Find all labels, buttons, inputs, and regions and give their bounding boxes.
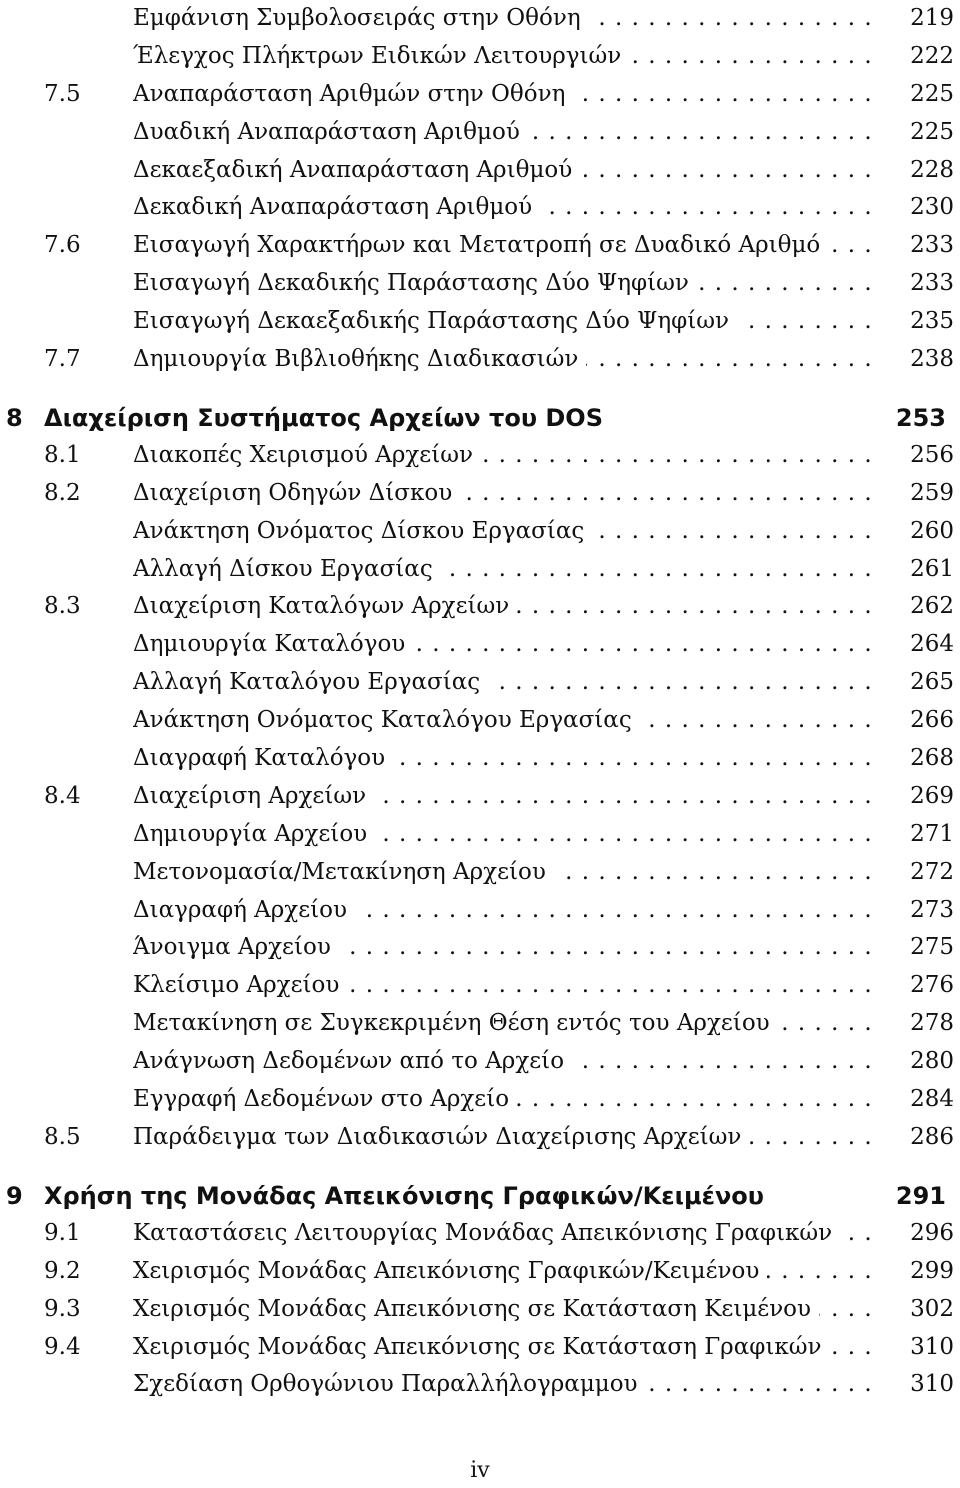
toc-entry	[0, 152, 960, 190]
toc-entry-title	[133, 702, 874, 740]
toc-entry-page: 238	[910, 346, 954, 373]
toc-entry-page: 302	[910, 1295, 954, 1322]
toc-entry-title-text: Αναπαράσταση Αριθμών στην Οθόνη	[133, 81, 573, 107]
toc-entry-title	[133, 341, 874, 379]
toc-entry-page: 266	[910, 707, 954, 734]
toc-entry	[0, 892, 960, 930]
toc-entry-number: 7.7	[44, 346, 81, 373]
toc-entry-title-text: Χειρισμός Μονάδας Απεικόνισης σε Κατάσταση Γραφικών	[133, 1334, 829, 1360]
toc-entry-title-text: Παράδειγμα των Διαδικασιών Διαχείρισης Αρχείων	[133, 1124, 749, 1150]
toc-entry	[0, 967, 960, 1005]
toc-entry-title	[133, 1043, 874, 1081]
page-number-footer: iv	[470, 1458, 490, 1483]
toc-entry-title	[133, 1253, 874, 1291]
toc-entry-page: 225	[910, 118, 954, 145]
toc-entry-title-text: Ανάγνωση Δεδομένων από το Αρχείο	[133, 1048, 572, 1074]
toc-entry-page: 261	[910, 555, 954, 582]
toc-entry-page: 233	[910, 232, 954, 259]
toc-entry-title-text: Διακοπές Χειρισμού Αρχείων	[133, 442, 481, 468]
toc-entry-title	[133, 437, 874, 475]
toc-entry-page: 310	[910, 1371, 954, 1398]
toc-entry-title-text: Εισαγωγή Δεκαεξαδικής Παράστασης Δύο Ψηφίων	[133, 308, 737, 334]
toc-entry-title-text: Δυαδική Αναπαράσταση Αριθμού	[133, 119, 528, 145]
toc-entry-title	[133, 551, 874, 589]
toc-entry-title	[133, 1005, 874, 1043]
toc-entry-page: 222	[910, 42, 954, 69]
toc-entry	[0, 227, 960, 265]
toc-entry-number: 9.3	[44, 1295, 81, 1322]
toc-entry-title-text: Κλείσιμο Αρχείου	[133, 972, 347, 998]
toc-entry-title-text: Δημιουργία Βιβλιοθήκης Διαδικασιών	[133, 346, 586, 372]
toc-entry-page: 272	[910, 858, 954, 885]
toc-entry	[0, 0, 960, 38]
toc-entry-page: 219	[910, 5, 954, 31]
toc-entry	[0, 1329, 960, 1367]
toc-chapter-heading	[0, 399, 960, 437]
toc-entry	[0, 38, 960, 76]
toc-entry-page: 296	[910, 1219, 954, 1246]
toc-entry	[0, 341, 960, 379]
chapter-number: 9	[6, 1181, 23, 1210]
toc-entry-title-text: Καταστάσεις Λειτουργίας Μονάδας Απεικόνισης Γραφικών	[133, 1220, 840, 1246]
toc-entry-title-text: Δημιουργία Καταλόγου	[133, 631, 413, 657]
toc-entry	[0, 740, 960, 778]
toc-entry-number: 8.5	[44, 1123, 81, 1150]
toc-entry	[0, 816, 960, 854]
toc-entry-page: 275	[910, 934, 954, 961]
toc-entry-page: 233	[910, 270, 954, 297]
toc-entry-title	[133, 778, 874, 816]
toc-entry-title	[133, 303, 874, 341]
toc-entry-title	[133, 1366, 874, 1404]
toc-entry-page: 264	[910, 631, 954, 658]
toc-entry-page: 310	[910, 1333, 954, 1360]
toc-entry-title-text: Διαχείριση Καταλόγων Αρχείων	[133, 593, 517, 619]
toc-entry-title	[133, 892, 874, 930]
toc-entry-title-text: Διαχείριση Οδηγών Δίσκου	[133, 480, 460, 506]
toc-entry-number: 8.1	[44, 441, 81, 468]
toc-entry-title-text: Εγγραφή Δεδομένων στο Αρχείο	[133, 1086, 517, 1112]
toc-entry-title-text: Μετακίνηση σε Συγκεκριμένη Θέση εντός του Αρχείου	[133, 1010, 778, 1036]
toc-entry-page: 256	[910, 441, 954, 468]
toc-entry-title	[133, 114, 874, 152]
toc-entry-title-text: Χειρισμός Μονάδας Απεικόνισης Γραφικών/Κειμένου	[133, 1258, 767, 1284]
toc-entry-number: 7.5	[44, 80, 81, 107]
toc-entry-title-text: Άνοιγμα Αρχείου	[133, 934, 339, 960]
toc-entry-page: 299	[910, 1257, 954, 1284]
toc-entry-number: 9.4	[44, 1333, 81, 1360]
toc-entry	[0, 1253, 960, 1291]
toc-entry-title	[133, 38, 874, 76]
toc-entry-title	[133, 967, 874, 1005]
chapter-page: 253	[895, 403, 946, 432]
toc-entry-title-text: Διαχείριση Αρχείων	[133, 783, 374, 809]
toc-entry	[0, 929, 960, 967]
toc-entry-page: 262	[910, 593, 954, 620]
toc-entry	[0, 1366, 960, 1404]
toc-entry	[0, 1043, 960, 1081]
toc-entry-page: 276	[910, 972, 954, 999]
toc-entry-title-text: Δεκαδική Αναπαράσταση Αριθμού	[133, 194, 540, 220]
toc-entry-page: 228	[910, 156, 954, 183]
toc-block-chapter8	[0, 437, 960, 1157]
toc-entry-title	[133, 1291, 874, 1329]
toc-entry	[0, 76, 960, 114]
toc-entry	[0, 664, 960, 702]
toc-entry	[0, 588, 960, 626]
chapter-number: 8	[6, 403, 23, 432]
toc-entry-title	[133, 626, 874, 664]
toc-entry-title	[133, 854, 874, 892]
toc-entry-title-text: Εμφάνιση Συμβολοσειράς στην Οθόνη	[133, 5, 589, 31]
toc-entry	[0, 626, 960, 664]
toc-entry-number: 8.3	[44, 593, 81, 620]
toc-entry-title	[133, 0, 874, 38]
toc-entry-title-text: Μετονομασία/Μετακίνηση Αρχείου	[133, 859, 554, 885]
toc-entry-title-text: Ανάκτηση Ονόματος Καταλόγου Εργασίας	[133, 707, 640, 733]
toc-entry	[0, 1291, 960, 1329]
toc-entry-title	[133, 76, 874, 114]
toc-entry-page: 259	[910, 479, 954, 506]
toc-block-chapter7	[0, 0, 960, 379]
toc-entry-number: 9.2	[44, 1257, 81, 1284]
toc-entry-title-text: Δημιουργία Αρχείου	[133, 821, 375, 847]
toc-entry-page: 260	[910, 517, 954, 544]
toc-entry-page: 286	[910, 1123, 954, 1150]
chapter-title: Διαχείριση Συστήματος Αρχείων του DOS	[44, 403, 603, 432]
toc-entry-title	[133, 588, 874, 626]
toc-entry-number: 8.4	[44, 782, 81, 809]
chapter-page: 291	[895, 1181, 946, 1210]
toc-entry-page: 269	[910, 782, 954, 809]
toc-entry	[0, 189, 960, 227]
toc-entry	[0, 551, 960, 589]
toc-entry-page: 271	[910, 820, 954, 847]
toc-entry	[0, 1005, 960, 1043]
toc-entry	[0, 265, 960, 303]
toc-entry	[0, 778, 960, 816]
toc-entry-title-text: Σχεδίαση Ορθογώνιου Παραλλήλογραμμου	[133, 1371, 646, 1397]
toc-entry-page: 265	[910, 669, 954, 696]
toc-entry-title-text: Αλλαγή Δίσκου Εργασίας	[133, 556, 441, 582]
toc-entry-page: 235	[910, 308, 954, 335]
toc-entry-title-text: Δεκαεξαδική Αναπαράσταση Αριθμού	[133, 157, 580, 183]
toc-entry-number: 8.2	[44, 479, 81, 506]
toc-entry-title	[133, 1081, 874, 1119]
toc-entry-page: 284	[910, 1086, 954, 1113]
toc-entry-title-text: Διαγραφή Αρχείου	[133, 897, 355, 923]
toc-entry-page: 278	[910, 1010, 954, 1037]
toc-entry-title	[133, 152, 874, 190]
toc-entry-title-text: Εισαγωγή Χαρακτήρων και Μετατροπή σε Δυαδικό Αριθμό	[133, 232, 828, 258]
toc-entry-page: 230	[910, 194, 954, 221]
toc-entry-title-text: Έλεγχος Πλήκτρων Ειδικών Λειτουργιών	[133, 43, 629, 69]
chapter-title: Χρήση της Μονάδας Απεικόνισης Γραφικών/Κειμένου	[44, 1181, 764, 1210]
toc-entry-page: 280	[910, 1048, 954, 1075]
toc-entry	[0, 475, 960, 513]
toc-entry-title	[133, 513, 874, 551]
toc-entry-title	[133, 664, 874, 702]
toc-entry-title	[133, 227, 874, 265]
toc-block-chapter9	[0, 1215, 960, 1404]
toc-entry	[0, 303, 960, 341]
toc-entry-title-text: Εισαγωγή Δεκαδικής Παράστασης Δύο Ψηφίων	[133, 270, 697, 296]
toc-entry-title	[133, 929, 874, 967]
toc-entry-page: 273	[910, 896, 954, 923]
toc-entry	[0, 1215, 960, 1253]
toc-entry-title	[133, 189, 874, 227]
toc-entry-title	[133, 1215, 874, 1253]
toc-entry-page: 268	[910, 745, 954, 772]
toc-entry-title	[133, 816, 874, 854]
toc-entry-page: 225	[910, 80, 954, 107]
toc-entry-title	[133, 740, 874, 778]
toc-entry-title	[133, 1329, 874, 1367]
toc-entry-title	[133, 265, 874, 303]
toc-entry-number: 7.6	[44, 232, 81, 259]
toc-entry-title-text: Αλλαγή Καταλόγου Εργασίας	[133, 669, 488, 695]
toc-entry	[0, 437, 960, 475]
toc-chapter-heading	[0, 1177, 960, 1215]
toc-entry	[0, 854, 960, 892]
toc-entry	[0, 702, 960, 740]
toc-entry-title-text: Διαγραφή Καταλόγου	[133, 745, 393, 771]
toc-entry-title-text: Ανάκτηση Ονόματος Δίσκου Εργασίας	[133, 518, 592, 544]
toc-entry	[0, 1119, 960, 1157]
toc-entry-title-text: Χειρισμός Μονάδας Απεικόνισης σε Κατάσταση Κειμένου	[133, 1296, 819, 1322]
toc-entry	[0, 1081, 960, 1119]
toc-entry	[0, 513, 960, 551]
toc-entry-number: 9.1	[44, 1219, 81, 1246]
toc-entry	[0, 114, 960, 152]
toc-entry-title	[133, 475, 874, 513]
toc-entry-title	[133, 1119, 874, 1157]
